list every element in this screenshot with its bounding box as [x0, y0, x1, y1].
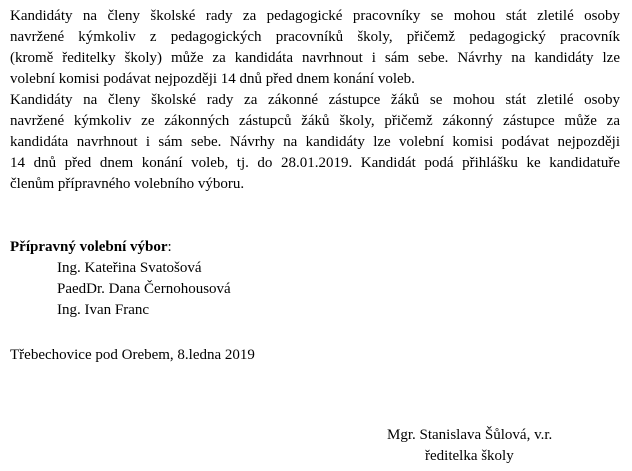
text-line: Kandidáty na členy školské rady za zákonné zástupce žáků se mohou stát zletilé osoby: [10, 92, 620, 108]
signature-role: ředitelka školy: [425, 448, 514, 464]
text-line: navržené kýmkoliv ze zákonných zástupců žáků školy, přičemž zákonný zástupce může za: [10, 113, 620, 129]
paragraph-legal-guardians: [10, 90, 620, 195]
committee-member: PaedDr. Dana Černohousová: [57, 281, 231, 297]
text-line: Kandidáty na členy školské rady za pedagogické pracovníky se mohou stát zletilé osoby: [10, 8, 620, 24]
committee-heading: [10, 237, 172, 258]
committee-member: Ing. Ivan Franc: [57, 302, 150, 318]
place-and-date: Třebechovice pod Orebem, 8.ledna 2019: [10, 347, 255, 363]
committee-member: Ing. Kateřina Svatošová: [57, 260, 202, 276]
text-line: členům přípravného volebního výboru.: [10, 176, 245, 192]
text-line: 14 dnů před dnem konání voleb, tj. do 28.01.2019. Kandidát podá přihlášku ke kandidatuře: [10, 155, 620, 171]
signature-name: Mgr. Stanislava Šůlová, v.r.: [387, 427, 553, 443]
text-line: volební komisi podávat nejpozději 14 dnů před dnem konání voleb.: [10, 71, 415, 87]
text-line: kandidáta navrhnout i sám sebe. Návrhy na kandidáty lze volební komisi podávat nejpozději: [10, 134, 620, 150]
committee-heading-text: Přípravný volební výbor: [10, 239, 168, 255]
paragraph-pedagogical-staff: [10, 6, 620, 90]
text-line: (kromě ředitelky školy) může za kandidáta navrhnout i sám sebe. Návrhy na kandidáty lze: [10, 50, 620, 66]
text-line: navržené kýmkoliv z pedagogických pracovníků školy, přičemž pedagogický pracovník: [10, 29, 620, 45]
committee-heading-colon: :: [167, 239, 172, 255]
